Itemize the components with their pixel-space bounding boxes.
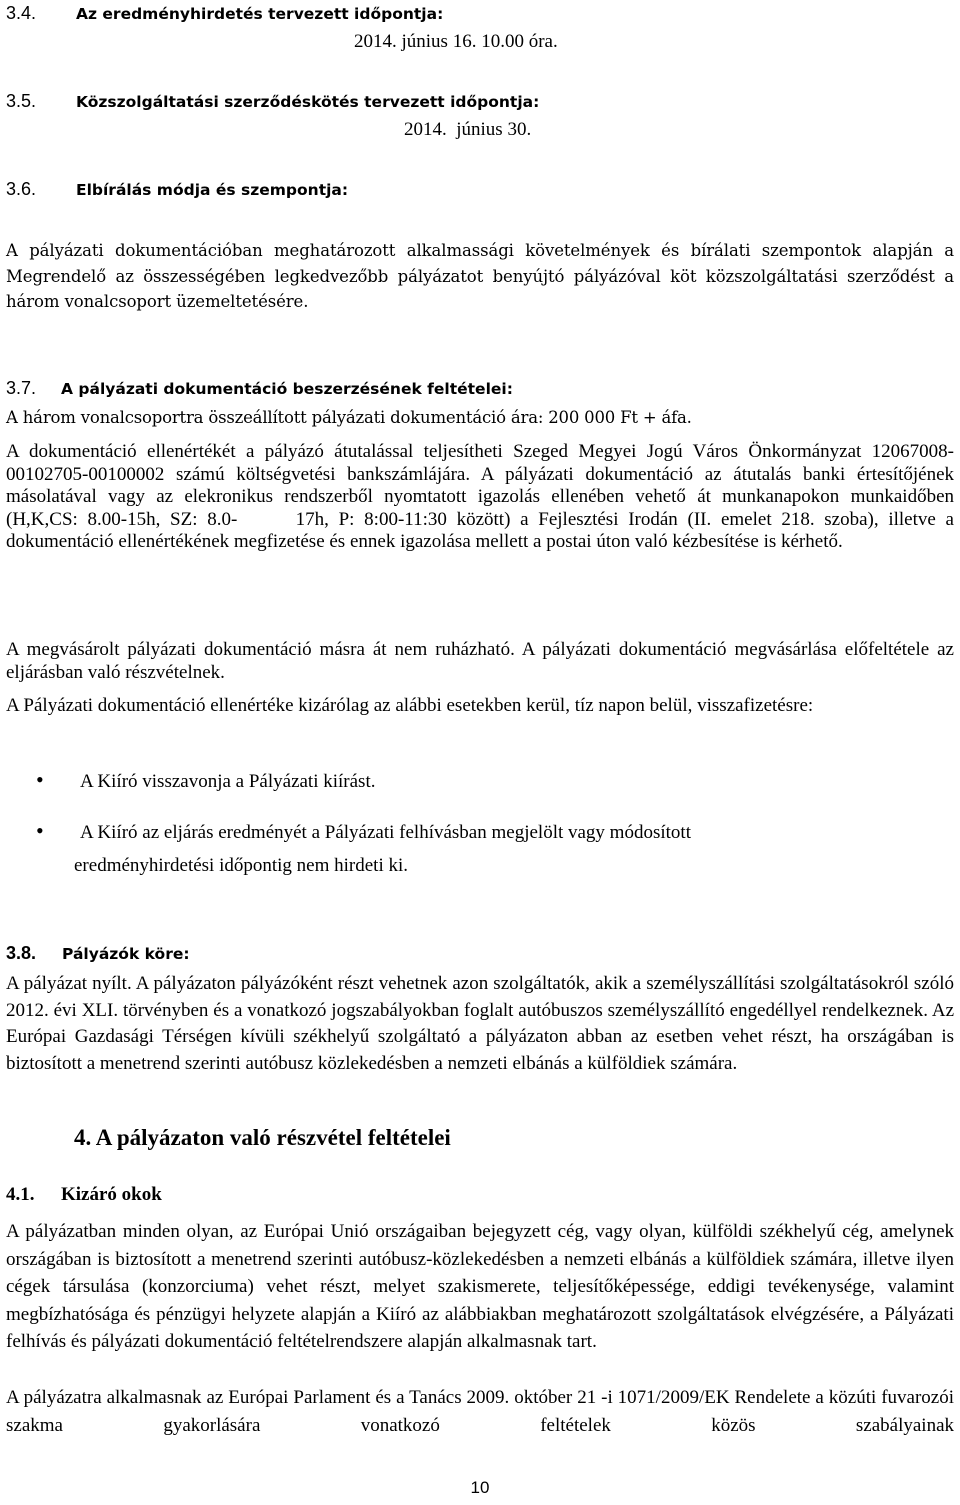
- chapter-4-heading: 4. A pályázaton való részvétel feltételei: [74, 1125, 451, 1150]
- refund-case-2: A Kiíró az eljárás eredményét a Pályázati felhívásban megjelölt vagy módosított: [80, 822, 691, 843]
- section-number: 3.6.: [6, 179, 37, 199]
- doc-payment-paragraph: A dokumentáció ellenértékét a pályázó átutalással teljesítheti Szeged Megyei Jogú Város Önkormányzat 12067008-00102705-00100002 számú költségvetési bankszámlájára. A pályázati dokumentáció az átutalás banki értesítőjének másolatával vagy az elekronikus rendszerből nyomtatott igazolás ellenében vehető át munkanapokon munkaidőben (H,K,CS: 8.00-15h, SZ: 8.0- 17h, P: 8:00-11:30 között) a Fejlesztési Irodán (II. emelet 218. szoba), illetve a dokumentáció ellenértékének megfizetése és ennek igazolása mellett a postai úton való kézbesítése is kérhető.: [6, 441, 959, 553]
- contract-date: 2014. június 30.: [404, 119, 532, 140]
- result-date: 2014. június 16. 10.00 óra.: [354, 31, 558, 52]
- section-3-7-heading: [6, 378, 513, 400]
- bullet-marker: •: [36, 767, 44, 792]
- section-3-8-heading: [6, 943, 190, 965]
- evaluation-paragraph: A pályázati dokumentációban meghatározott alkalmassági követelmények és bírálati szempontok alapján a Megrendelő az összességében legkedvezőbb pályázatot benyújtó pályázóval köt közszolgáltatási szerződést a három vonalcsoport üzemeltetésére.: [6, 241, 954, 311]
- doc-price-line: A három vonalcsoportra összeállított pályázati dokumentáció ára: 200 000 Ft + áfa.: [6, 408, 692, 427]
- doc-transfer-paragraph: A megvásárolt pályázati dokumentáció másra át nem ruházható. A pályázati dokumentáció megvásárlása előfeltétele az eljárásban való részvételnek.: [6, 639, 954, 683]
- section-title: Elbírálás módja és szempontja:: [76, 181, 349, 199]
- section-3-5-heading: [6, 91, 539, 113]
- section-3-4-heading: [6, 3, 443, 25]
- section-number: 3.8.: [6, 943, 37, 963]
- bullet-marker: •: [36, 818, 44, 843]
- section-title: Pályázók köre:: [62, 945, 190, 963]
- exclusion-paragraph-1: A pályázatban minden olyan, az Európai Unió országaiban bejegyzett cég, vagy olyan, külföldi székhelyű cég, amelynek országában is biztosított a menetrend szerinti autóbusz-közlekedésben a nemzeti elbánás a külföldiek számára, illetve ilyen cégek társulása (konzorciuma) vehet részt, melyet szakismerete, teljesítőképessége, eddigi tevékenysége, valamint megbízhatósága és pénzügyi helyzete alapján a Kiíró az alábbiakban meghatározott szolgáltatások elvégzésére, a Pályázati felhívás és pályázati dokumentáció feltételrendszere alapján alkalmasnak tart.: [6, 1221, 954, 1352]
- section-3-6-heading: [6, 179, 348, 201]
- section-4-1-heading: [6, 1184, 162, 1206]
- section-title: Az eredményhirdetés tervezett időpontja:: [76, 5, 444, 23]
- applicants-paragraph: A pályázat nyílt. A pályázaton pályázóként részt vehetnek azon szolgáltatók, akik a személyszállítási szolgáltatásokról szóló 2012. évi XLI. törvényben és a vonatkozó jogszabályokban foglalt autóbuszos személyszállító engedéllyel rendelkeznek. Az Európai Gazdasági Térségen kívüli székhelyű szolgáltató a pályázaton abban az esetben vehet részt, ha országában is biztosított a menetrend szerinti autóbusz közlekedésben a nemzeti elbánás a külföldiek számára.: [6, 973, 954, 1074]
- section-number: 3.4.: [6, 3, 37, 23]
- refund-case-1: A Kiíró visszavonja a Pályázati kiírást.: [80, 771, 376, 792]
- section-number: 4.1.: [6, 1184, 35, 1205]
- section-title: A pályázati dokumentáció beszerzésének feltételei:: [61, 380, 513, 398]
- exclusion-paragraph-2: A pályázatra alkalmasnak az Európai Parlament és a Tanács 2009. október 21 -i 1071/2009/EK Rendelete a közúti fuvarozói szakma gyakorlására vonatkozó feltételek közös szabályainak: [6, 1387, 954, 1436]
- section-title: Kizáró okok: [61, 1184, 162, 1205]
- doc-refund-paragraph: A Pályázati dokumentáció ellenértéke kizárólag az alábbi esetekben kerül, tíz napon belül, visszafizetésre:: [6, 695, 814, 716]
- page-number: 10: [470, 1478, 490, 1497]
- section-number: 3.5.: [6, 91, 37, 111]
- refund-case-2-continued: eredményhirdetési időpontig nem hirdeti ki.: [74, 855, 409, 876]
- section-number: 3.7.: [6, 378, 37, 398]
- section-title: Közszolgáltatási szerződéskötés tervezett időpontja:: [76, 93, 540, 111]
